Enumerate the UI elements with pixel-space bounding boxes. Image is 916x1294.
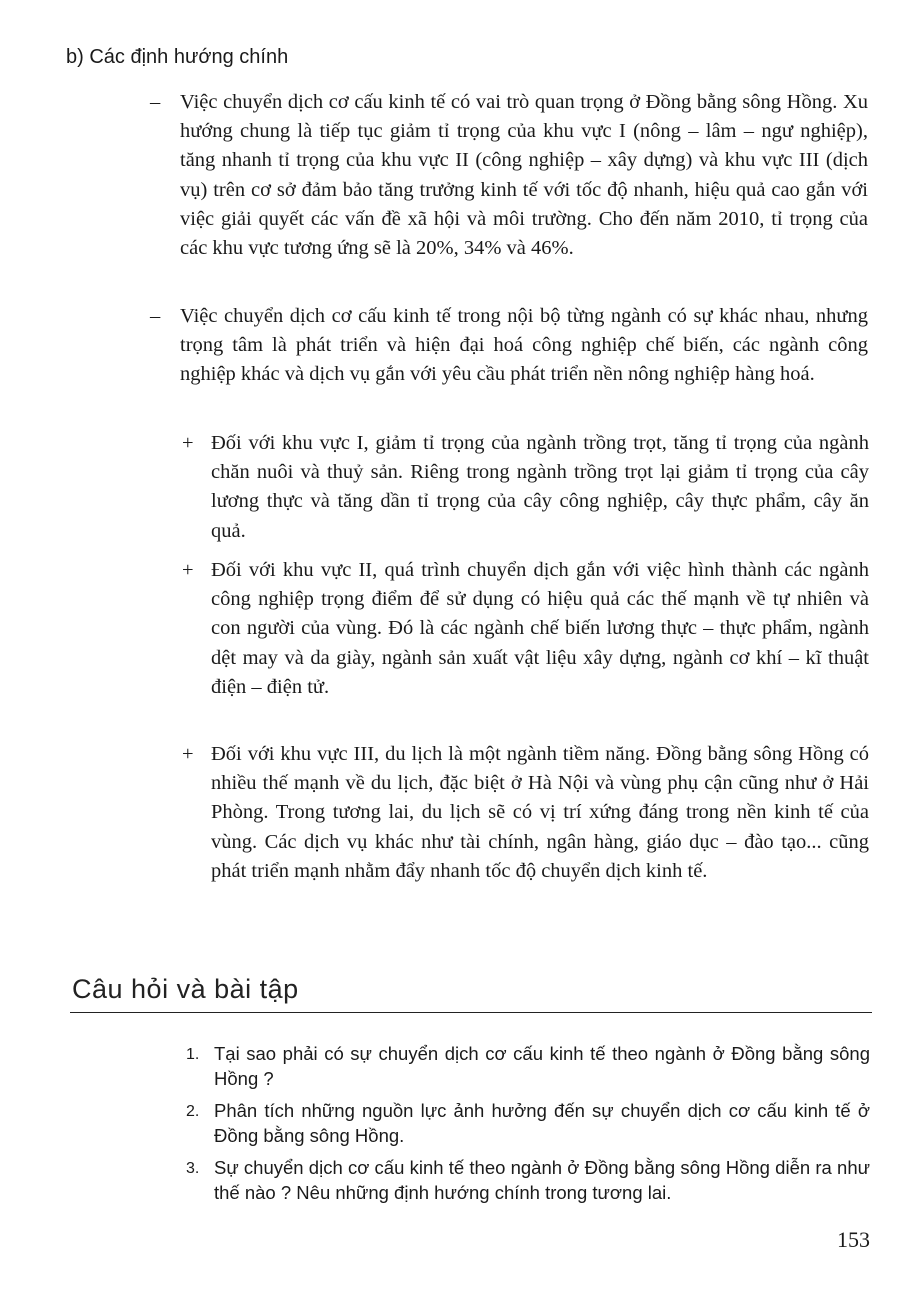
plus-item-3: [182, 740, 869, 886]
question-number: 2.: [186, 1103, 200, 1120]
plus-item-1: [182, 429, 869, 546]
question-number: 3.: [186, 1160, 200, 1177]
subheading: b) Các định hướng chính: [66, 46, 289, 68]
plus-item-text: Đối với khu vực III, du lịch là một ngành tiềm năng. Đồng bằng sông Hồng có nhiều thế mạnh về du lịch, đặc biệt ở Hà Nội và vùng phụ cận cũng như ở Hải Phòng. Trong tương lai, du lịch sẽ có vị trí xứng đáng trong nền kinh tế của vùng. Các dịch vụ khác như tài chính, ngân hàng, giáo dục – đào tạo... cũng phát triển mạnh nhằm đẩy nhanh tốc độ chuyển dịch kinh tế.: [211, 743, 869, 882]
question-text: Tại sao phải có sự chuyển dịch cơ cấu kinh tế theo ngành ở Đồng bằng sông Hồng ?: [214, 1043, 870, 1089]
question-2: [186, 1098, 870, 1148]
page-number: 153: [837, 1227, 870, 1252]
plus-item-text: Đối với khu vực I, giảm tỉ trọng của ngành trồng trọt, tăng tỉ trọng của ngành chăn nuôi và thuỷ sản. Riêng trong ngành trồng trọt lại giảm tỉ trọng của cây lương thực và tăng dần tỉ trọng của cây công nghiệp, cây thực phẩm, cây ăn quả.: [211, 432, 869, 542]
plus-item-2: [182, 556, 869, 702]
dash-bullet: –: [150, 305, 161, 327]
dash-bullet: –: [150, 91, 161, 113]
dash-item-text: Việc chuyển dịch cơ cấu kinh tế trong nội bộ từng ngành có sự khác nhau, nhưng trọng tâm là phát triển và hiện đại hoá công nghiệp chế biến, các ngành công nghiệp khác và dịch vụ gắn với yêu cầu phát triển nền nông nghiệp hàng hoá.: [180, 305, 868, 386]
question-number: 1.: [186, 1046, 200, 1063]
question-1: [186, 1041, 870, 1091]
section-title: Câu hỏi và bài tập: [72, 974, 299, 1004]
dash-item-2: [150, 302, 868, 390]
question-text: Phân tích những nguồn lực ảnh hưởng đến sự chuyển dịch cơ cấu kinh tế ở Đồng bằng sông Hồng.: [214, 1100, 870, 1146]
section-divider: [70, 1012, 872, 1013]
question-text: Sự chuyển dịch cơ cấu kinh tế theo ngành ở Đồng bằng sông Hồng diễn ra như thế nào ? Nêu những định hướng chính trong tương lai.: [214, 1157, 870, 1203]
dash-item-1: [150, 88, 868, 263]
plus-bullet: +: [182, 743, 194, 765]
plus-bullet: +: [182, 432, 194, 454]
question-3: [186, 1155, 870, 1205]
dash-item-text: Việc chuyển dịch cơ cấu kinh tế có vai trò quan trọng ở Đồng bằng sông Hồng. Xu hướng chung là tiếp tục giảm tỉ trọng của khu vực I (nông – lâm – ngư nghiệp), tăng nhanh tỉ trọng của khu vực II (công nghiệp – xây dựng) và khu vực III (dịch vụ) trên cơ sở đảm bảo tăng trưởng kinh tế với tốc độ nhanh, hiệu quả cao gắn với việc giải quyết các vấn đề xã hội và môi trường. Cho đến năm 2010, tỉ trọng của các khu vực tương ứng sẽ là 20%, 34% và 46%.: [180, 91, 868, 260]
plus-bullet: +: [182, 559, 194, 581]
plus-item-text: Đối với khu vực II, quá trình chuyển dịch gắn với việc hình thành các ngành công nghiệp trọng điểm để sử dụng có hiệu quả các thế mạnh về tự nhiên và con người của vùng. Đó là các ngành chế biến lương thực – thực phẩm, ngành dệt may và da giày, ngành sản xuất vật liệu xây dựng, ngành cơ khí – kĩ thuật điện – điện tử.: [211, 559, 869, 698]
